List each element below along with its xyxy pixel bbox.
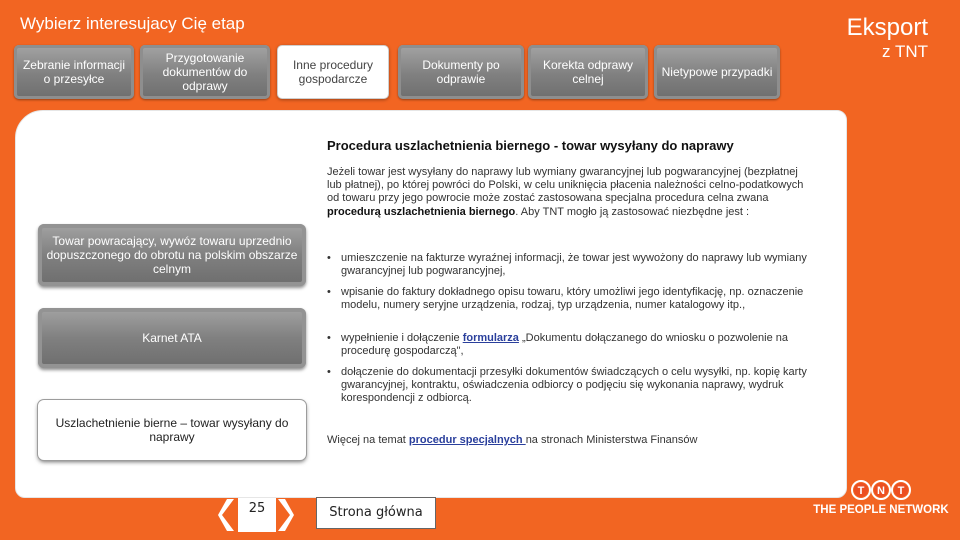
intro-text: Jeżeli towar jest wysyłany do naprawy lub wymiany gwarancyjnej lub pogwarancyjnej (bezpłatnej lub płatnej), po której powróci do Polski, w celu uniknięcia płacenia należności celno-podatkowych od towaru przy jego powrocie może zostać zastosowana specjalna procedura celna zwana [327, 166, 804, 205]
more-info-text: Więcej na temat [327, 434, 409, 446]
next-page-icon[interactable] [276, 499, 294, 531]
special-procedures-link[interactable]: procedur specjalnych [408, 434, 526, 446]
tab-nietypowe-przypadki[interactable] [654, 45, 780, 99]
section-title-sub: z TNT [882, 42, 928, 61]
section-title-main: Eksport [846, 14, 928, 41]
previous-page-icon[interactable] [218, 499, 236, 531]
requirement-item: • umieszczenie na fakturze wyraźnej informacji, że towar jest wywożony do naprawy lub wymiany gwarancyjnej lub pogwarancyjnej, [327, 252, 815, 278]
tab-label: Nietypowe przypadki [661, 65, 773, 79]
svg-text:N: N [877, 485, 885, 497]
tab-inne-procedury[interactable] [277, 45, 389, 99]
tab-label: Inne procedury gospodarcze [292, 58, 374, 86]
content-heading: Procedura uszlachetnienia biernego - towar wysyłany do naprawy [327, 138, 734, 153]
menu-item-uszlachetnienie-bierne[interactable] [38, 400, 306, 460]
tab-dokumenty-po-odprawie[interactable] [398, 45, 524, 99]
tnt-logo [800, 480, 960, 520]
svg-text:T: T [897, 485, 905, 497]
requirement-text-end: „Dokumentu dołączanego do wniosku o pozwolenie na procedurę gospodarczą", [341, 332, 788, 358]
tnt-logo-tagline: THE PEOPLE NETWORK [813, 504, 949, 516]
page-number: 25 [238, 498, 276, 532]
tab-label: Przygotowanie dokumentów do odprawy [162, 51, 248, 93]
form-link[interactable]: formularza [462, 332, 519, 344]
page-title: Wybierz interesujacy Cię etap [20, 14, 245, 33]
menu-item-label: Towar powracający, wywóz towaru uprzednio dopuszczonego do obrotu na polskim obszarze celnym [46, 234, 298, 276]
section-title [847, 14, 928, 62]
svg-text:T: T [857, 485, 865, 497]
tab-korekta-odprawy[interactable] [528, 45, 648, 99]
tab-label: Korekta odprawy celnej [542, 58, 634, 86]
intro-bold: procedurą uszlachetnienia biernego [327, 205, 516, 218]
more-info [327, 434, 815, 447]
tab-przygotowanie-dokumentow[interactable] [140, 45, 270, 99]
menu-item-karnet-ata[interactable] [38, 308, 306, 368]
home-button[interactable]: Strona główna [316, 497, 436, 529]
requirement-text: wypełnienie i dołączenie [341, 332, 463, 344]
intro-text-end: . Aby TNT mogło ją zastosować niezbędne jest : [515, 205, 750, 218]
requirement-item: • dołączenie do dokumentacji przesyłki dokumentów świadczących o celu wysyłki, np. kopię karty gwarancyjnej, kontraktu, oświadczenia odbiorcy o podjęciu się wykonania naprawy, wydruk korespondencji z odbiorcą. [327, 366, 815, 406]
tab-label: Zebranie informacji o przesyłce [22, 58, 126, 86]
more-info-text-end: na stronach Ministerstwa Finansów [525, 434, 698, 446]
menu-item-towar-powracajacy[interactable] [38, 224, 306, 286]
tab-label: Dokumenty po odprawie [422, 58, 500, 86]
tab-zebranie-informacji[interactable] [14, 45, 134, 99]
intro-paragraph [327, 166, 815, 219]
tnt-logo-graphic [800, 480, 960, 520]
requirement-item [327, 332, 815, 358]
requirement-item: • wpisanie do faktury dokładnego opisu towaru, który umożliwi jego identyfikację, np. oznaczenie modelu, numery seryjne urządzenia, rodzaj, typ urządzenia, numer katalogowy itp., [327, 286, 815, 312]
menu-item-label: Karnet ATA [142, 331, 202, 345]
menu-item-label: Uszlachetnienie bierne – towar wysyłany do naprawy [55, 416, 289, 444]
